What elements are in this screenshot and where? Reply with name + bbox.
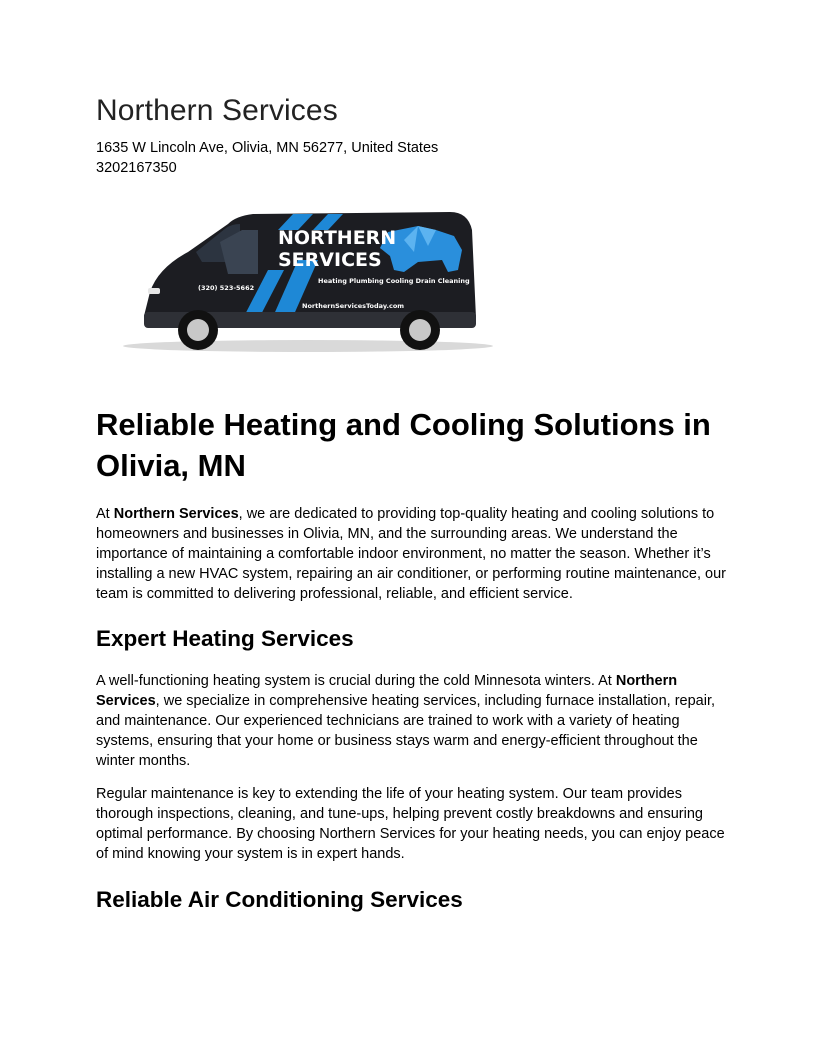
phone-number: 3202167350 — [96, 160, 177, 176]
page-title: Reliable Heating and Cooling Solutions in Olivia, MN — [96, 407, 711, 483]
heading-heating: Expert Heating Services — [96, 626, 354, 651]
brand-name: Northern Services — [96, 673, 678, 709]
van-logo-line2: SERVICES — [278, 249, 382, 271]
intro-paragraph: At Northern Services, we are dedicated to providing top-quality heating and cooling solutions to homeowners and businesses in Olivia, MN, and the surrounding areas. We understand the importance of maintaining a comfortable indoor environment, no matter the season. Whether it’s installing a new HVAC system, repairing an air conditioner, or performing routine maintenance, our team is committed to delivering professional, reliable, and efficient service. — [96, 506, 726, 602]
heading-air-conditioning: Reliable Air Conditioning Services — [96, 887, 463, 912]
address: 1635 W Lincoln Ave, Olivia, MN 56277, United States — [96, 140, 439, 156]
van-logo-line1: NORTHERN — [278, 227, 397, 249]
van-phone: (320) 523-5662 — [198, 284, 255, 292]
heating-paragraph-2: Regular maintenance is key to extending the life of your heating system. Our team provides thorough inspections, cleaning, and tune-ups, helping prevent costly breakdowns and ensuring optimal performance. By choosing Northern Services for your heating needs, you can enjoy peace of mind knowing your system is in expert hands. — [96, 786, 725, 862]
van-website: NorthernServicesToday.com — [302, 302, 405, 310]
brand-name: Northern Services — [113, 506, 239, 522]
service-van-image — [118, 200, 508, 360]
contact-block — [96, 138, 438, 178]
heating-paragraph-1: A well-functioning heating system is crucial during the cold Minnesota winters. At Northern Services, we specialize in comprehensive heating services, including furnace installation, repair, and maintenance. Our experienced technicians are trained to work with a variety of heating systems, ensuring that your home or business stays warm and energy-efficient throughout the winter months. — [96, 673, 716, 769]
van-shadow — [123, 340, 493, 352]
van-services-strip: Heating Plumbing Cooling Drain Cleaning — [318, 277, 470, 285]
business-name: Northern Services — [96, 94, 338, 127]
